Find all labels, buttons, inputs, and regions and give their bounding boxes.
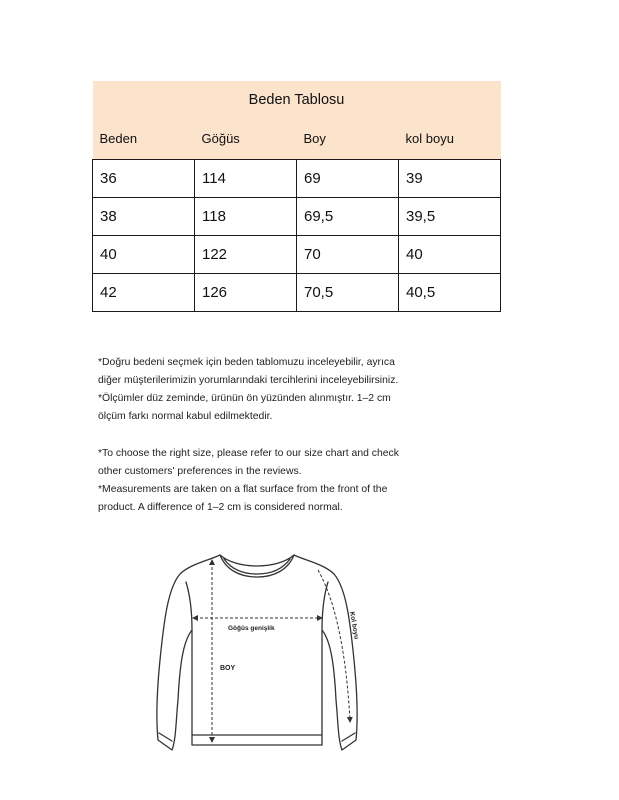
- collar: [220, 555, 294, 566]
- header-kol-boyu: kol boyu: [399, 118, 501, 160]
- header-gogus: Göğüs: [195, 118, 297, 160]
- note-line: other customers' preferences in the reviews.: [98, 466, 302, 477]
- table-row: [93, 236, 501, 274]
- table-cell: 42: [93, 274, 195, 312]
- table-cell: 69,5: [297, 198, 399, 236]
- note-line: ölçüm farkı normal kabul edilmektedir.: [98, 411, 273, 422]
- note-line: product. A difference of 1–2 cm is considered normal.: [98, 502, 343, 513]
- table-cell: 70,5: [297, 274, 399, 312]
- table-cell: 40,5: [399, 274, 501, 312]
- table-cell: 36: [93, 160, 195, 198]
- sleeve-label: Kol boyu: [348, 611, 360, 640]
- table-title: Beden Tablosu: [93, 81, 501, 118]
- header-boy: Boy: [297, 118, 399, 160]
- note-line: diğer müşterilerimizin yorumlarındaki tercihlerini inceleyebilirsiniz.: [98, 375, 399, 386]
- table-cell: 40: [93, 236, 195, 274]
- table-cell: 39: [399, 160, 501, 198]
- table-cell: 114: [195, 160, 297, 198]
- table-cell: 122: [195, 236, 297, 274]
- header-beden: Beden: [93, 118, 195, 160]
- note-line: *To choose the right size, please refer to our size chart and check: [98, 448, 399, 459]
- note-line: *Measurements are taken on a flat surface from the front of the: [98, 484, 388, 495]
- note-line: *Ölçümler düz zeminde, ürünün ön yüzünden alınmıştır. 1–2 cm: [98, 393, 391, 404]
- notes-english: [98, 445, 518, 517]
- chest-label: Göğüs genişlik: [228, 625, 275, 632]
- notes-turkish: [98, 354, 518, 426]
- table-cell: 40: [399, 236, 501, 274]
- table-title-row: [93, 81, 501, 118]
- table-cell: 38: [93, 198, 195, 236]
- table-header-row: [93, 118, 501, 160]
- table-row: [93, 160, 501, 198]
- table-cell: 69: [297, 160, 399, 198]
- table-cell: 70: [297, 236, 399, 274]
- size-chart-table: [92, 81, 501, 312]
- table-cell: 39,5: [399, 198, 501, 236]
- table-cell: 126: [195, 274, 297, 312]
- table-cell: 118: [195, 198, 297, 236]
- note-line: *Doğru bedeni seçmek için beden tablomuzu inceleyebilir, ayrıca: [98, 357, 395, 368]
- sleeve-arrow: [318, 570, 350, 720]
- sweatshirt-diagram: [150, 540, 370, 765]
- length-label: BOY: [220, 665, 236, 672]
- table-row: [93, 198, 501, 236]
- table-row: [93, 274, 501, 312]
